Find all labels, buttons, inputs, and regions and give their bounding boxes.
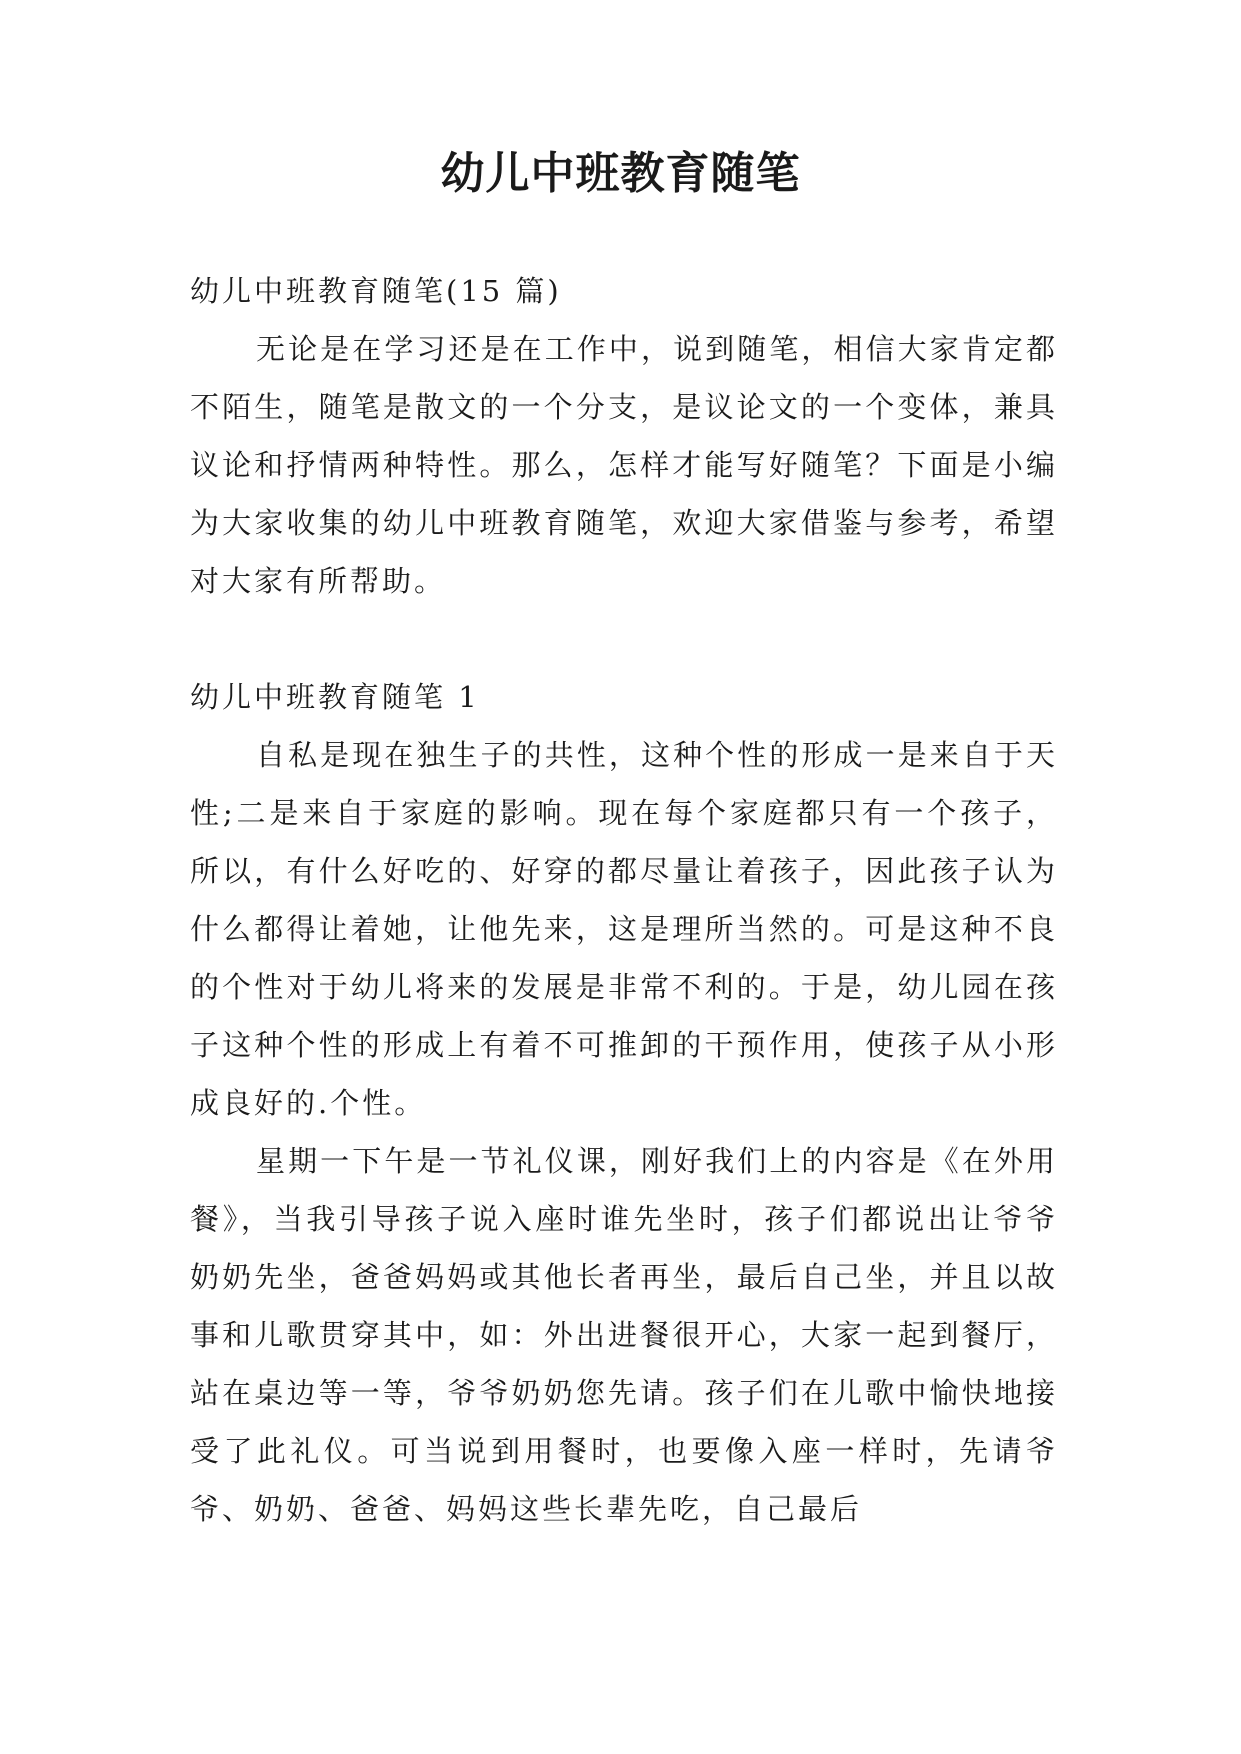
document-body bbox=[190, 262, 1058, 1538]
section-paragraph: 星期一下午是一节礼仪课，刚好我们上的内容是《在外用餐》，当我引导孩子说入座时谁先坐时，孩子们都说出让爷爷奶奶先坐，爸爸妈妈或其他长者再坐，最后自己坐，并且以故事和儿歌贯穿其中，如：外出进餐很开心，大家一起到餐厅，站在桌边等一等，爷爷奶奶您先请。孩子们在儿歌中愉快地接受了此礼仪。可当说到用餐时，也要像入座一样时，先请爷爷、奶奶、爸爸、妈妈这些长辈先吃，自己最后 bbox=[190, 1144, 1058, 1526]
document-subtitle: 幼儿中班教育随笔(15 篇) bbox=[190, 274, 562, 308]
intro-paragraph: 无论是在学习还是在工作中，说到随笔，相信大家肯定都不陌生，随笔是散文的一个分支，是议论文的一个变体，兼具议论和抒情两种特性。那么，怎样才能写好随笔？下面是小编为大家收集的幼儿中班教育随笔，欢迎大家借鉴与参考，希望对大家有所帮助。 bbox=[190, 332, 1058, 598]
document-title: 幼儿中班教育随笔 bbox=[440, 148, 801, 199]
section-paragraph: 自私是现在独生子的共性，这种个性的形成一是来自于天性;二是来自于家庭的影响。现在每个家庭都只有一个孩子，所以，有什么好吃的、好穿的都尽量让着孩子，因此孩子认为什么都得让着她，让他先来，这是理所当然的。可是这种不良的个性对于幼儿将来的发展是非常不利的。于是，幼儿园在孩子这种个性的形成上有着不可推卸的干预作用，使孩子从小形成良好的.个性。 bbox=[190, 738, 1058, 1120]
section-heading: 幼儿中班教育随笔 1 bbox=[190, 680, 480, 714]
section-spacer bbox=[190, 610, 1058, 668]
